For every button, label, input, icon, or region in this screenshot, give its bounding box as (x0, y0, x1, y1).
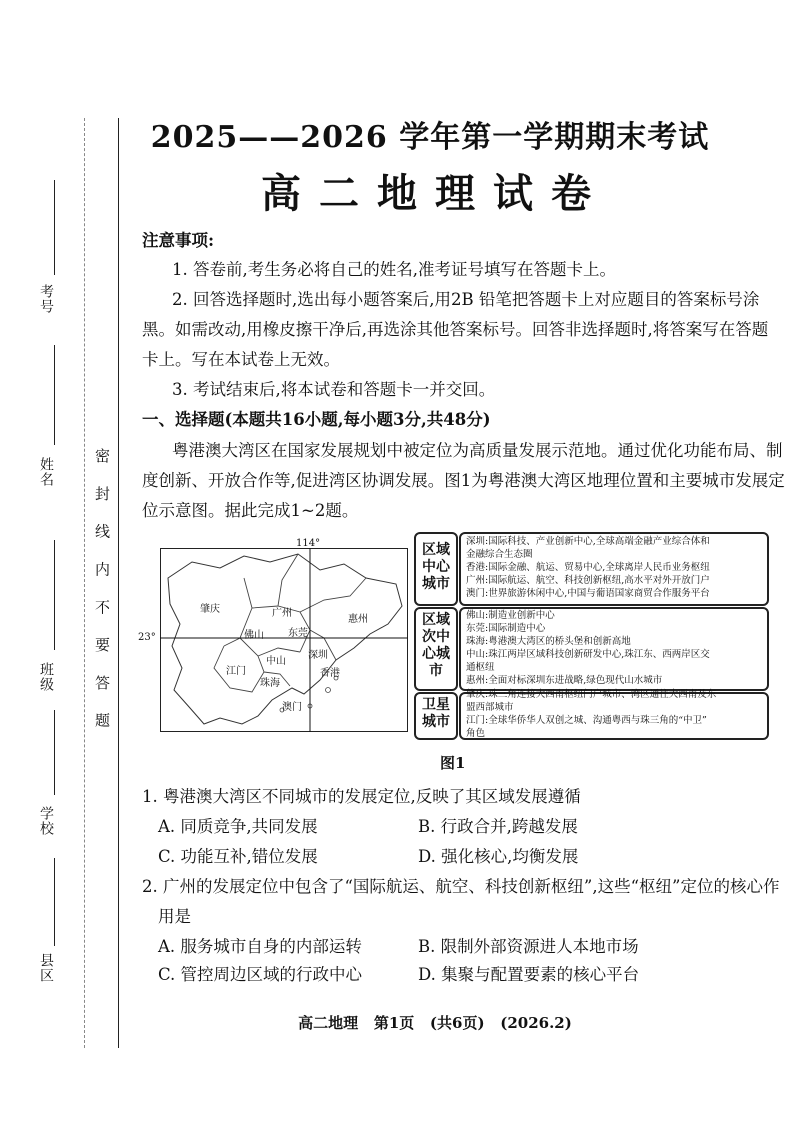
name-blank (54, 345, 55, 445)
school-label: 学校 (38, 806, 54, 836)
question-1-option-a: A. 同质竞争,共同发展 (158, 817, 318, 836)
county-blank (54, 858, 55, 946)
category-satellite-desc: 肇庆:珠三角连接大西南枢纽门户城市、湾区通往大西南及东 盟西部城市 江门:全球华侨华人双创之城、沟通粤西与珠三角的“中卫” 角色 (466, 689, 717, 739)
notice-item-2-end: 卡上。写在本试卷上无效。 (142, 350, 340, 369)
category-center-desc: 深圳:国际科技、产业创新中心,全球高端金融产业综合体和 金融综合生态圈 香港:国际金融、航运、贸易中心,全球离岸人民币业务枢纽 广州:国际航运、航空、科技创新枢纽,高水平对外开放门户 澳门:世界旅游休闲中心,中国与葡语国家商贸合作服务平台 (466, 536, 710, 599)
dotted-binding-line (84, 118, 85, 1048)
notice-item-3: 3. 考试结束后,将本试卷和答题卡一并交回。 (172, 380, 496, 399)
map-city-dongguan: 东莞 (288, 628, 308, 639)
intro-line-2: 度创新、开放合作等,促进湾区协调发展。图1为粤港澳大湾区地理位置和主要城市发展定 (142, 471, 785, 490)
seal-notice: 密 封 线 内 不 要 答 题 (93, 448, 111, 737)
category-center-name: 区域 中心 城市 (422, 542, 450, 592)
map-city-zhuhai: 珠海 (260, 678, 280, 689)
question-1-stem: 1. 粤港澳大湾区不同城市的发展定位,反映了其区域发展遵循 (142, 787, 581, 806)
exam-title: 2025——2026 学年第一学期期末考试 (150, 120, 710, 155)
question-2-option-a: A. 服务城市自身的内部运转 (158, 937, 362, 956)
question-2-stem: 2. 广州的发展定位中包含了“国际航运、航空、科技创新枢纽”,这些“枢纽”定位的核心作 (142, 877, 780, 896)
category-satellite-name: 卫星 城市 (422, 697, 450, 730)
name-label: 姓名 (38, 457, 54, 487)
map-city-hongkong: 香港 (320, 668, 340, 679)
question-2-option-b: B. 限制外部资源进人本地市场 (418, 937, 639, 956)
binding-line (118, 118, 119, 1048)
question-2-option-c: C. 管控周边区域的行政中心 (158, 965, 363, 984)
exam-number-label: 考号 (38, 284, 54, 314)
map-city-macao: 澳门 (282, 702, 302, 713)
class-label: 班级 (38, 662, 54, 692)
category-sub-desc: 佛山:制造业创新中心 东莞:国际制造中心 珠海:粤港澳大湾区的桥头堡和创新高地 中山:珠江两岸区域科技创新研发中心,珠江东、西两岸区交 通枢纽 惠州:全面对标深圳东进战略,绿色现代山水城市 (466, 610, 710, 686)
page-footer: 高二地理 第1页 (共6页) (2026.2) (298, 1014, 572, 1032)
class-blank (54, 540, 55, 650)
intro-line-1: 粤港澳大湾区在国家发展规划中被定位为高质量发展示范地。通过优化功能布局、制 (172, 441, 783, 460)
category-sub-name: 区域 次中 心城 市 (422, 612, 450, 679)
notice-item-1: 1. 答卷前,考生务必将自己的姓名,准考证号填写在答题卡上。 (172, 260, 616, 279)
question-1-option-c: C. 功能互补,错位发展 (158, 847, 318, 866)
school-blank (54, 710, 55, 795)
intro-line-3: 位示意图。据此完成1~2题。 (142, 501, 359, 520)
question-1-option-d: D. 强化核心,均衡发展 (418, 847, 579, 866)
map-city-huizhou: 惠州 (348, 614, 368, 625)
question-2-stem-cont: 用是 (158, 907, 191, 926)
map-longitude-label: 114° (296, 538, 321, 549)
map-city-guangzhou: 广州 (272, 608, 292, 619)
figure-caption: 图1 (440, 754, 466, 772)
paper-title: 高二地理试卷 (261, 170, 609, 217)
map-latitude-label: 23° (138, 632, 156, 643)
map-city-jiangmen: 江门 (226, 666, 246, 677)
notice-heading: 注意事项: (142, 231, 215, 250)
map-city-zhongshan: 中山 (266, 656, 286, 667)
map-city-foshan: 佛山 (244, 630, 264, 641)
question-2-option-d: D. 集聚与配置要素的核心平台 (418, 965, 640, 984)
question-1-option-b: B. 行政合并,跨越发展 (418, 817, 578, 836)
map-city-zhaoqing: 肇庆 (200, 604, 220, 615)
notice-item-2-cont: 黑。如需改动,用橡皮擦干净后,再选涂其他答案标号。回答非选择题时,将答案写在答题 (142, 320, 769, 339)
section-heading: 一、选择题(本题共16小题,每小题3分,共48分) (142, 410, 491, 429)
map-city-shenzhen: 深圳 (308, 650, 328, 661)
county-label: 县区 (38, 953, 54, 983)
gba-map (160, 548, 408, 732)
notice-item-2: 2. 回答选择题时,选出每小题答案后,用2B 铅笔把答题卡上对应题目的答案标号涂 (172, 290, 760, 309)
